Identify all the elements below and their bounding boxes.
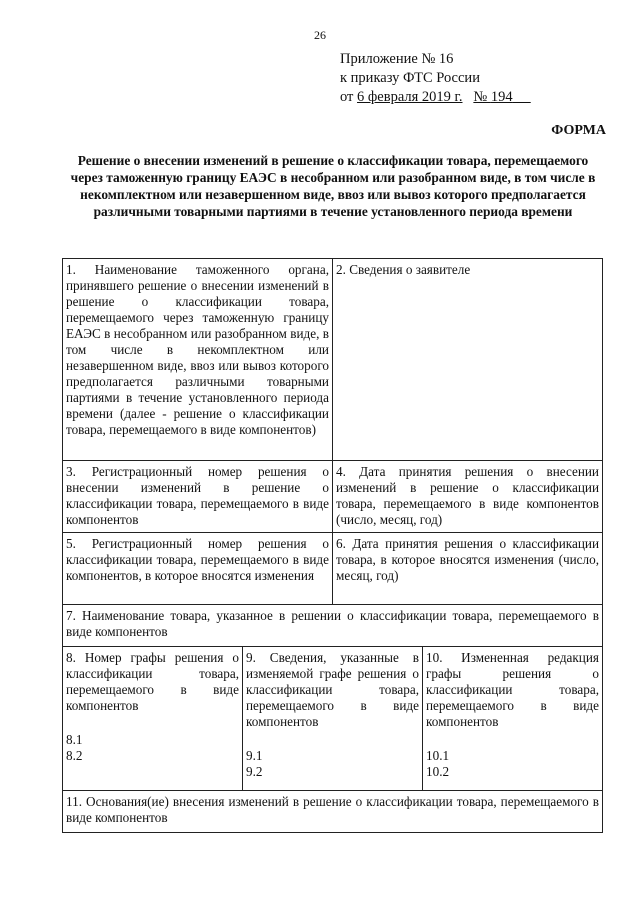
appendix-line-2: к приказу ФТС России bbox=[340, 70, 480, 86]
appendix-number-value: 194 bbox=[490, 89, 513, 105]
table-row bbox=[63, 647, 603, 791]
table-row bbox=[63, 533, 603, 605]
subitem-9-1: 9.1 bbox=[246, 748, 263, 763]
appendix-date: 6 февраля 2019 г. bbox=[357, 89, 463, 105]
field-7: 7. Наименование товара, указанное в решении о классификации товара, перемещаемого в виде компонентов bbox=[63, 605, 603, 647]
document-title: Решение о внесении изменений в решение о классификации товара, перемещаемого через таможенную границу ЕАЭС в несобранном или разобранном виде, в том числе в некомплектном или незавершенном виде, ввоз или вывоз которого предполагается различными товарными партиями в течение установленного периода времени bbox=[70, 153, 596, 219]
subitem-10-2: 10.2 bbox=[426, 764, 450, 779]
field-5: 5. Регистрационный номер решения о классификации товара, перемещаемого в виде компонентов, в которое вносятся изменения bbox=[63, 533, 333, 605]
table-row bbox=[63, 605, 603, 647]
table-row bbox=[63, 461, 603, 533]
appendix-line-3 bbox=[340, 88, 531, 107]
field-8 bbox=[63, 647, 243, 791]
field-9-label: 9. Сведения, указанные в изменяемой графе решения о классификации товара, перемещаемого в виде компонентов bbox=[246, 650, 419, 729]
field-3: 3. Регистрационный номер решения о внесении изменений в решение о классификации товара, перемещаемого в виде компонентов bbox=[63, 461, 333, 533]
table-row bbox=[63, 259, 603, 461]
field-10-label: 10. Измененная редакция графы решения о классификации товара, перемещаемого в виде компонентов bbox=[426, 650, 599, 729]
appendix-number-label: № bbox=[473, 89, 491, 105]
field-4: 4. Дата принятия решения о внесении изменений в решение о классификации товара, перемещаемого в виде компонентов (число, месяц, год) bbox=[333, 461, 603, 533]
field-8-label: 8. Номер графы решения о классификации товара, перемещаемого в виде компонентов bbox=[66, 650, 239, 713]
table-row bbox=[63, 791, 603, 833]
appendix-line-1: Приложение № 16 bbox=[340, 51, 454, 67]
subitem-10-1: 10.1 bbox=[426, 748, 450, 763]
subitem-8-2: 8.2 bbox=[66, 748, 83, 763]
form-label: ФОРМА bbox=[551, 123, 606, 138]
decision-form-table bbox=[62, 258, 603, 833]
subitem-9-2: 9.2 bbox=[246, 764, 263, 779]
field-10 bbox=[423, 647, 603, 791]
subitem-8-1: 8.1 bbox=[66, 732, 83, 747]
appendix-block bbox=[340, 50, 531, 107]
field-11: 11. Основания(ие) внесения изменений в решение о классификации товара, перемещаемого в виде компонентов bbox=[63, 791, 603, 833]
appendix-number bbox=[473, 89, 530, 105]
field-6: 6. Дата принятия решения о классификации товара, в которое вносятся изменения (число, месяц, год) bbox=[333, 533, 603, 605]
field-1: 1. Наименование таможенного органа, принявшего решение о внесении изменений в решение о классификации товара, перемещаемого через таможенную границу ЕАЭС в несобранном или разобранном виде, в том числе в некомплектном или незавершенном виде, ввоз или вывоз которого предполагается различными товарными партиями в течение установленного периода времени (далее - решение о классификации товара, перемещаемого в виде компонентов) bbox=[63, 259, 333, 461]
page-number: 26 bbox=[314, 28, 326, 42]
appendix-date-prefix: от bbox=[340, 89, 358, 105]
field-2: 2. Сведения о заявителе bbox=[333, 259, 603, 461]
field-9 bbox=[243, 647, 423, 791]
